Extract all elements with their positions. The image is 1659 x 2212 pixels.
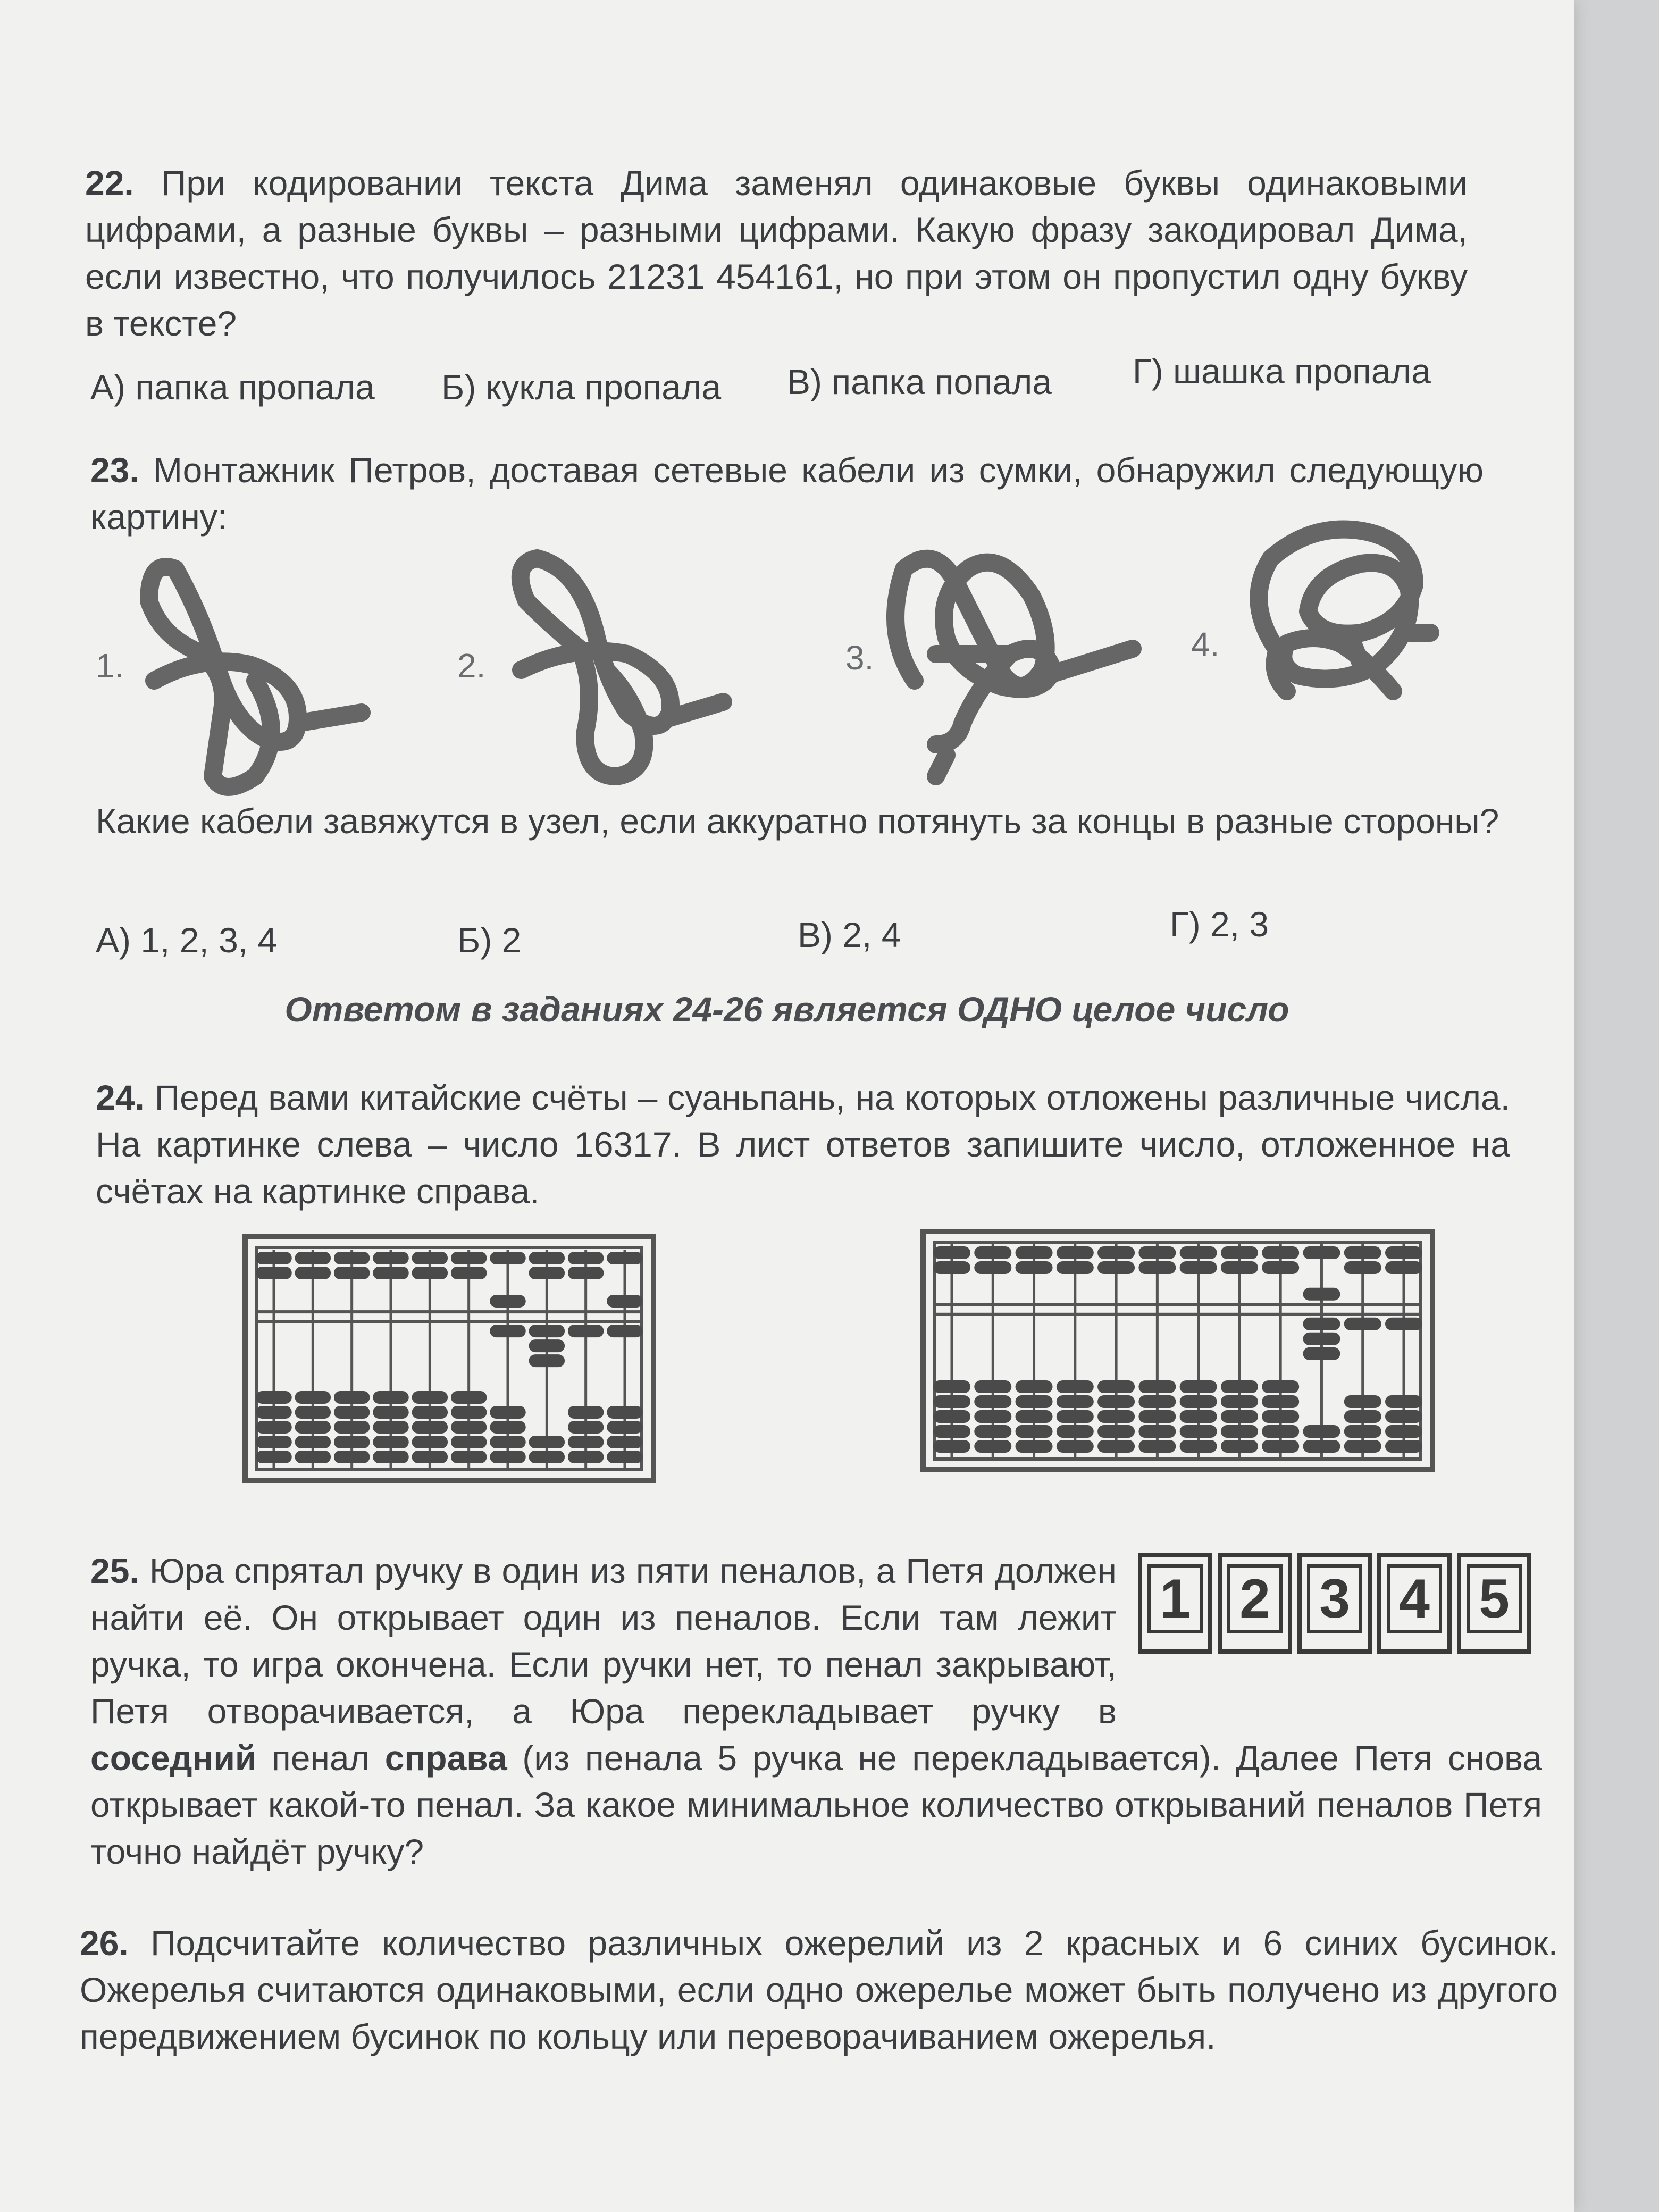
- abacus-bead: [568, 1436, 604, 1448]
- abacus-bead: [1221, 1425, 1258, 1438]
- cable-4-label: 4.: [1191, 625, 1220, 664]
- abacus-bead: [933, 1380, 970, 1393]
- abacus-bead: [373, 1267, 408, 1279]
- abacus-bead: [1180, 1440, 1217, 1453]
- abacus-bead: [1016, 1440, 1053, 1453]
- abacus-bead: [1057, 1410, 1094, 1423]
- abacus-bead: [1057, 1440, 1094, 1453]
- abacus-bead: [451, 1436, 487, 1448]
- abacus-bead: [607, 1436, 642, 1448]
- abacus-bead: [1057, 1425, 1094, 1438]
- abacus-bead: [1385, 1246, 1422, 1259]
- abacus-bead: [1344, 1410, 1381, 1423]
- q23-question: Какие кабели завяжутся в узел, если аккуратно потянуть за концы в разные стороны?: [96, 801, 1499, 841]
- abacus-bead: [1344, 1425, 1381, 1438]
- abacus-bead: [1303, 1318, 1340, 1330]
- abacus-bead: [295, 1252, 331, 1264]
- cable-1-label: 1.: [96, 647, 124, 685]
- abacus-bead: [295, 1451, 331, 1463]
- abacus-bead: [1016, 1395, 1053, 1408]
- abacus-bead: [607, 1252, 642, 1264]
- abacus-bead: [373, 1451, 408, 1463]
- abacus-bead: [451, 1451, 487, 1463]
- abacus-bead: [1221, 1380, 1258, 1393]
- abacus-bead: [1138, 1261, 1176, 1274]
- abacus-bead: [1262, 1440, 1299, 1453]
- abacus-bead: [295, 1391, 331, 1404]
- question-25: [90, 1547, 1542, 1875]
- abacus-bead: [933, 1246, 970, 1259]
- abacus-bead: [933, 1395, 970, 1408]
- abacus-bead: [1180, 1395, 1217, 1408]
- abacus-bead: [607, 1451, 642, 1463]
- abacus-bead: [568, 1406, 604, 1419]
- abacus-bead: [295, 1421, 331, 1434]
- abacus-bead: [490, 1451, 525, 1463]
- abacus-bead: [607, 1421, 642, 1434]
- abacus-bead: [451, 1267, 487, 1279]
- abacus-bead: [1385, 1261, 1422, 1274]
- abacus-bead: [1262, 1261, 1299, 1274]
- q23-option-d[interactable]: Г) 2, 3: [1170, 904, 1269, 944]
- cable-2-label: 2.: [457, 647, 486, 685]
- abacus-bead: [1016, 1410, 1053, 1423]
- abacus-bead: [1221, 1261, 1258, 1274]
- cable-1-image: [149, 567, 362, 787]
- question-22: [85, 160, 1468, 347]
- abacus-bead: [490, 1252, 525, 1264]
- abacus-bead: [373, 1391, 408, 1404]
- abacus-bead: [1057, 1395, 1094, 1408]
- abacus-bead: [1221, 1395, 1258, 1408]
- abacus-bead: [334, 1391, 370, 1404]
- abacus-bead: [1385, 1318, 1422, 1330]
- abacus-bead: [933, 1410, 970, 1423]
- abacus-bead: [1180, 1380, 1217, 1393]
- abacus-bead: [1016, 1380, 1053, 1393]
- abacus-bead: [490, 1295, 525, 1308]
- abacus-bead: [412, 1267, 448, 1279]
- abacus-bead: [256, 1391, 291, 1404]
- abacus-left: [242, 1234, 657, 1484]
- abacus-bead: [529, 1339, 565, 1352]
- abacus-bead: [1180, 1261, 1217, 1274]
- abacus-bead: [1221, 1246, 1258, 1259]
- abacus-bead: [373, 1252, 408, 1264]
- emphasis-right: справа: [384, 1738, 507, 1778]
- abacus-bead: [529, 1267, 565, 1279]
- abacus-bead: [1097, 1246, 1135, 1259]
- abacus-bead: [1138, 1440, 1176, 1453]
- q23-option-b[interactable]: Б) 2: [457, 920, 522, 960]
- abacus-bead: [568, 1325, 604, 1337]
- abacus-bead: [1221, 1410, 1258, 1423]
- abacus-bead: [974, 1425, 1011, 1438]
- abacus-bead: [1303, 1246, 1340, 1259]
- abacus-bead: [295, 1267, 331, 1279]
- abacus-bead: [334, 1252, 370, 1264]
- abacus-bead: [373, 1406, 408, 1419]
- abacus-bead: [1016, 1261, 1053, 1274]
- question-text: Юра спрятал ручку в один из пяти пеналов, а Петя должен найти её. Он открывает один из пеналов. Если там лежит ручка, то игра окончена. Если ручки нет, то пенал закрывают, Петя отворачивается, а Юра перекладывает ручку в: [90, 1551, 1117, 1731]
- abacus-bead: [1303, 1425, 1340, 1438]
- abacus-bead: [1262, 1246, 1299, 1259]
- abacus-bead: [1344, 1440, 1381, 1453]
- abacus-bead: [1385, 1440, 1422, 1453]
- question-text: Монтажник Петров, доставая сетевые кабели из сумки, обнаружил следующую картину:: [90, 450, 1484, 537]
- question-text-mid: пенал: [272, 1738, 370, 1778]
- abacus-bead: [974, 1440, 1011, 1453]
- abacus-bead: [412, 1252, 448, 1264]
- abacus-bead: [412, 1451, 448, 1463]
- abacus-bead: [256, 1421, 291, 1434]
- abacus-bead: [1138, 1380, 1176, 1393]
- abacus-bead: [412, 1391, 448, 1404]
- abacus-bead: [607, 1325, 642, 1337]
- question-number: 25.: [90, 1551, 139, 1590]
- abacus-bead: [1344, 1318, 1381, 1330]
- abacus-bead: [1097, 1261, 1135, 1274]
- abacus-bead: [1180, 1410, 1217, 1423]
- q22-option-a[interactable]: А) папка пропала: [90, 367, 375, 407]
- abacus-bead: [607, 1406, 642, 1419]
- abacus-bead: [1303, 1347, 1340, 1360]
- abacus-bead: [295, 1436, 331, 1448]
- abacus-bead: [1303, 1288, 1340, 1301]
- abacus-bead: [1344, 1395, 1381, 1408]
- abacus-bead: [974, 1246, 1011, 1259]
- q22-option-d[interactable]: Г) шашка пропала: [1133, 351, 1431, 391]
- abacus-bead: [1180, 1246, 1217, 1259]
- cable-knots-figure: [0, 510, 1542, 808]
- abacus-bead: [529, 1325, 565, 1337]
- abacus-bead: [1097, 1395, 1135, 1408]
- pencil-case-1[interactable]: 1: [1138, 1553, 1212, 1654]
- q22-option-c[interactable]: В) папка попала: [787, 362, 1052, 401]
- abacus-bead: [974, 1261, 1011, 1274]
- question-number: 26.: [80, 1923, 129, 1963]
- abacus-bead: [1385, 1410, 1422, 1423]
- abacus-bead: [1138, 1425, 1176, 1438]
- abacus-bead: [334, 1267, 370, 1279]
- abacus-bead: [529, 1451, 565, 1463]
- abacus-bead: [1262, 1410, 1299, 1423]
- pencil-case-2[interactable]: 2: [1218, 1553, 1292, 1654]
- abacus-bead: [490, 1325, 525, 1337]
- abacus-bead: [1097, 1410, 1135, 1423]
- cable-3-label: 3.: [845, 639, 874, 677]
- q23-option-c[interactable]: В) 2, 4: [798, 915, 901, 954]
- abacus-bead: [1016, 1425, 1053, 1438]
- abacus-bead: [568, 1252, 604, 1264]
- abacus-bead: [412, 1421, 448, 1434]
- section-header: Ответом в заданиях 24-26 является ОДНО целое число: [284, 990, 1289, 1029]
- abacus-bead: [529, 1436, 565, 1448]
- abacus-bead: [334, 1421, 370, 1434]
- cable-3-image: [895, 559, 1133, 776]
- abacus-bead: [568, 1451, 604, 1463]
- question-26: [80, 1920, 1558, 2060]
- abacus-bead: [451, 1421, 487, 1434]
- abacus-bead: [974, 1380, 1011, 1393]
- abacus-bead: [334, 1436, 370, 1448]
- abacus-bead: [1262, 1395, 1299, 1408]
- abacus-bead: [451, 1406, 487, 1419]
- cable-4-image: [1259, 530, 1430, 691]
- abacus-bead: [490, 1421, 525, 1434]
- question-24: [96, 1074, 1510, 1214]
- abacus-right: [920, 1228, 1436, 1473]
- abacus-bead: [451, 1252, 487, 1264]
- abacus-bead: [451, 1391, 487, 1404]
- abacus-bead: [933, 1440, 970, 1453]
- pencil-case-3[interactable]: 3: [1297, 1553, 1372, 1654]
- abacus-bead: [529, 1252, 565, 1264]
- abacus-bead: [568, 1421, 604, 1434]
- abacus-beam: [935, 1305, 1421, 1314]
- abacus-bead: [607, 1295, 642, 1308]
- abacus-bead: [373, 1421, 408, 1434]
- abacus-bead: [412, 1406, 448, 1419]
- abacus-bead: [256, 1252, 291, 1264]
- abacus-bead: [490, 1406, 525, 1419]
- question-number: 23.: [90, 450, 139, 490]
- question-number: 24.: [96, 1078, 145, 1117]
- abacus-bead: [412, 1436, 448, 1448]
- abacus-bead: [1097, 1425, 1135, 1438]
- abacus-bead: [256, 1451, 291, 1463]
- abacus-bead: [529, 1354, 565, 1367]
- abacus-bead: [1344, 1261, 1381, 1274]
- abacus-bead: [568, 1267, 604, 1279]
- abacus-bead: [1138, 1246, 1176, 1259]
- abacus-bead: [1385, 1425, 1422, 1438]
- pencil-case-5[interactable]: 5: [1457, 1553, 1531, 1654]
- abacus-bead: [1303, 1440, 1340, 1453]
- q22-option-b[interactable]: Б) кукла пропала: [441, 367, 722, 407]
- abacus-bead: [1262, 1380, 1299, 1393]
- abacus-bead: [256, 1406, 291, 1419]
- abacus-bead: [1097, 1440, 1135, 1453]
- cable-2-image: [521, 558, 723, 776]
- abacus-bead: [334, 1406, 370, 1419]
- abacus-bead: [1138, 1410, 1176, 1423]
- abacus-bead: [933, 1261, 970, 1274]
- q23-option-a[interactable]: А) 1, 2, 3, 4: [96, 920, 278, 960]
- question-number: 22.: [85, 163, 134, 203]
- abacus-beam: [257, 1312, 642, 1321]
- abacus-bead: [1180, 1425, 1217, 1438]
- abacus-bead: [1057, 1261, 1094, 1274]
- abacus-bead: [1138, 1395, 1176, 1408]
- abacus-bead: [1057, 1246, 1094, 1259]
- abacus-bead: [1303, 1333, 1340, 1345]
- question-text: При кодировании текста Дима заменял одинаковые буквы одинаковыми цифрами, а разные буквы – разными цифрами. Какую фразу закодировал Дима, если известно, что получилось 21231 454161, но при этом он пропустил одну букву в тексте?: [85, 163, 1468, 343]
- question-text-rest: (из пенала 5 ручка не перекладывается). Далее Петя снова открывает какой-то пенал. За какое минимальное количество открываний пеналов Петя точно найдёт ручку?: [90, 1738, 1543, 1871]
- abacus-bead: [1262, 1425, 1299, 1438]
- abacus-bead: [1344, 1246, 1381, 1259]
- abacus-bead: [256, 1436, 291, 1448]
- question-text: Перед вами китайские счёты – суаньпань, на которых отложены различные числа. На картинке слева – число 16317. В лист ответов запишите число, отложенное на счётах на картинке справа.: [96, 1078, 1510, 1211]
- abacus-bead: [1057, 1380, 1094, 1393]
- abacus-bead: [1097, 1380, 1135, 1393]
- abacus-bead: [974, 1395, 1011, 1408]
- pencil-case-4[interactable]: 4: [1377, 1553, 1452, 1654]
- abacus-bead: [933, 1425, 970, 1438]
- abacus-bead: [373, 1436, 408, 1448]
- question-text: Подсчитайте количество различных ожерелий из 2 красных и 6 синих бусинок. Ожерелья считаются одинаковыми, если одно ожерелье может быть получено из другого передвижением бусинок по кольцу или переворачиванием ожерелья.: [80, 1923, 1558, 2056]
- abacus-bead: [1016, 1246, 1053, 1259]
- abacus-bead: [490, 1436, 525, 1448]
- abacus-bead: [974, 1410, 1011, 1423]
- emphasis-adjacent: соседний: [90, 1738, 257, 1778]
- abacus-bead: [1221, 1440, 1258, 1453]
- abacus-bead: [334, 1451, 370, 1463]
- abacus-bead: [295, 1406, 331, 1419]
- abacus-bead: [1385, 1395, 1422, 1408]
- abacus-bead: [256, 1267, 291, 1279]
- layout-spacer: [1117, 1547, 1542, 1702]
